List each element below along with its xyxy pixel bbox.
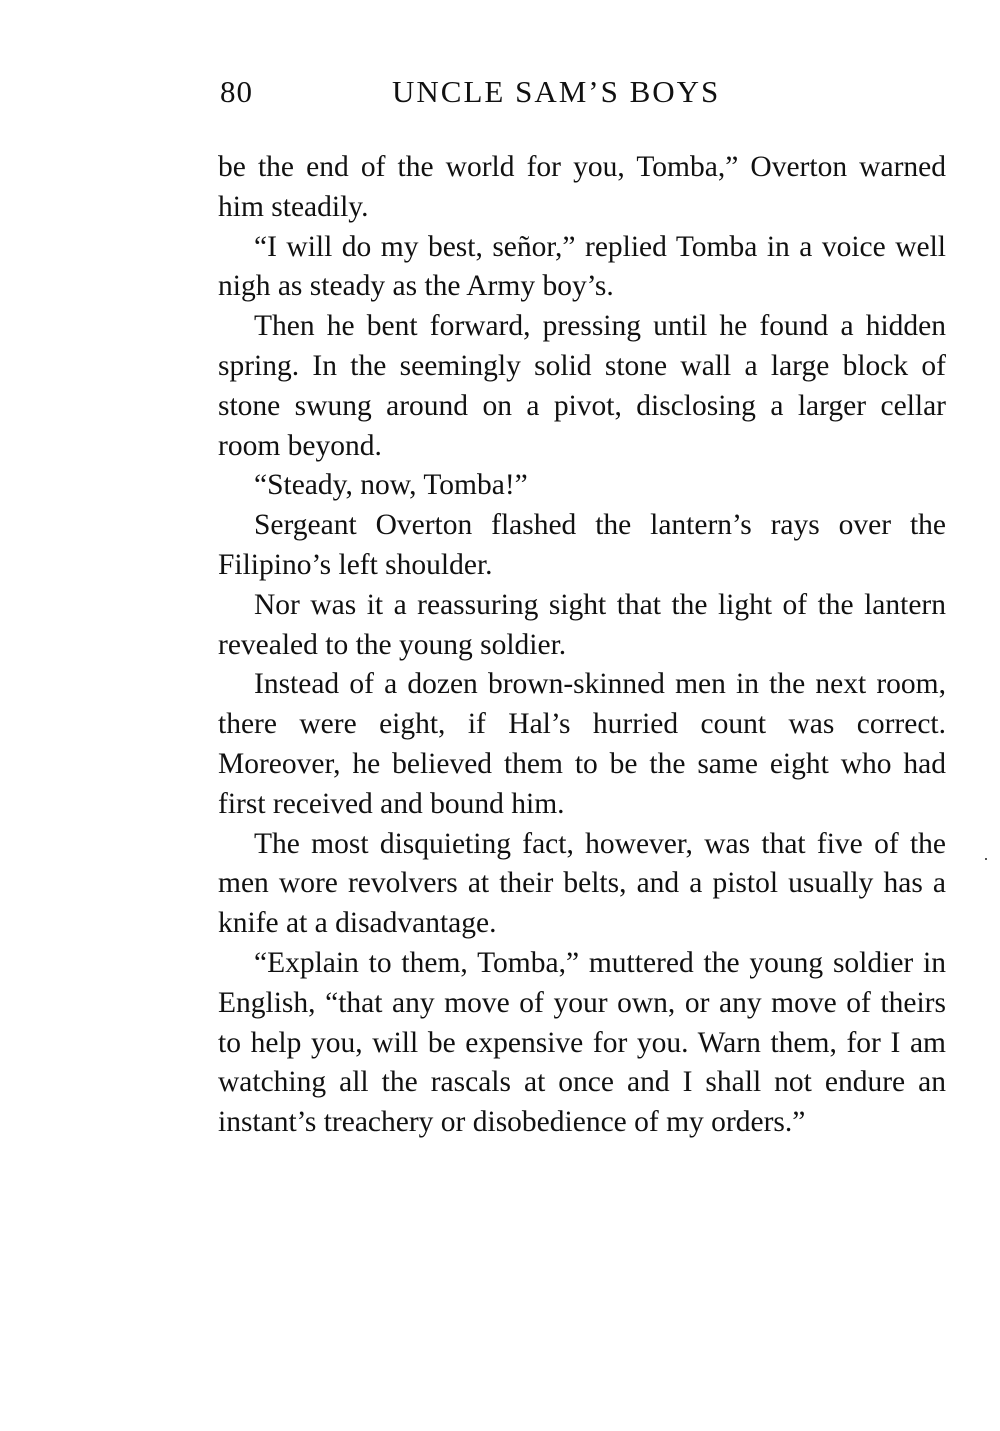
running-title: UNCLE SAM’S BOYS (392, 74, 721, 109)
paragraph: “Steady, now, Tomba!” (254, 469, 528, 502)
paragraph: “I will do my best, señor,” replied Tomba in a voice well nigh as steady as the Army boy’s. (218, 230, 946, 303)
paragraph: Instead of a dozen brown-skinned men in the next room, there were eight, if Hal’s hurried count was correct. Moreover, he believed them to be the same eight who had first received and bound him. (218, 668, 946, 820)
paragraph: “Explain to them, Tomba,” muttered the young soldier in English, “that any move of your own, or any move of theirs to help you, will be expensive for you. Warn them, for I am watching all the rascals at once and I shall not endure an instant’s treachery or disobedience of my orders.” (218, 946, 946, 1139)
paragraph: Then he bent forward, pressing until he found a hidden spring. In the seemingly solid stone wall a large block of stone swung around on a pivot, disclosing a larger cellar room beyond. (218, 310, 946, 462)
body-text (218, 148, 946, 1143)
page-number: 80 (220, 74, 253, 109)
paragraph-continued: be the end of the world for you, Tomba,” Overton warned him steadily. (218, 151, 946, 223)
running-header (218, 70, 946, 114)
paragraph: Nor was it a reassuring sight that the light of the lantern revealed to the young soldier. (218, 588, 946, 661)
scan-speck (985, 858, 987, 860)
paragraph: The most disquieting fact, however, was that five of the men wore revolvers at their belts, and a pistol usually has a knife at a disadvantage. (218, 827, 946, 940)
book-page (218, 70, 946, 1143)
paragraph: Sergeant Overton flashed the lantern’s rays over the Filipino’s left shoulder. (218, 509, 946, 581)
